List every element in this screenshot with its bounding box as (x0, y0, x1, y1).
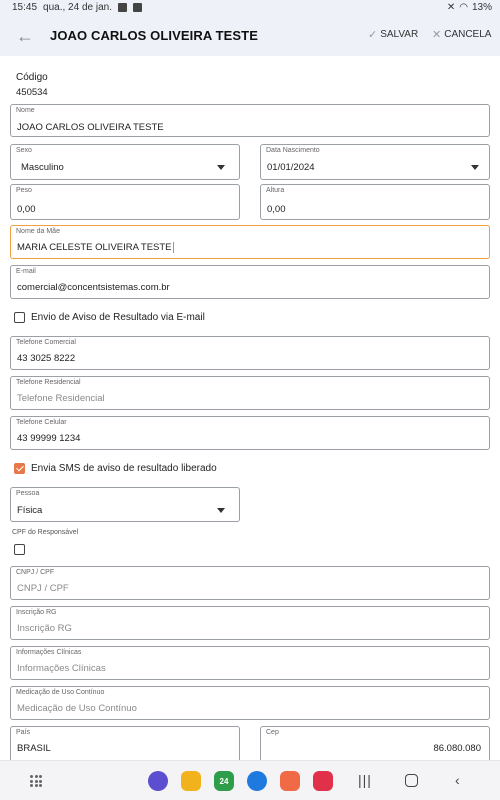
pais-label: País (16, 729, 31, 736)
wifi-icon: ◠ (459, 2, 468, 13)
nome-value: JOAO CARLOS OLIVEIRA TESTE (17, 122, 164, 133)
status-bar (0, 0, 500, 16)
codigo-value: 450534 (16, 87, 48, 98)
nome-mae-value-wrap (17, 242, 174, 253)
peso-label: Peso (16, 187, 32, 194)
chevron-down-icon (471, 165, 479, 170)
inscricao-rg-label: Inscrição RG (16, 609, 57, 616)
patient-form (0, 56, 500, 760)
telefone-residencial-placeholder: Telefone Residencial (17, 393, 105, 404)
data-nascimento-select[interactable] (260, 144, 490, 180)
text-cursor (173, 242, 174, 253)
pessoa-value: Física (17, 505, 43, 516)
email-value: comercial@concentsistemas.com.br (17, 282, 170, 293)
close-icon: ✕ (432, 29, 442, 41)
home-icon[interactable] (405, 774, 418, 787)
save-label: SALVAR (380, 29, 419, 40)
telefone-residencial-field[interactable] (10, 376, 490, 410)
nome-mae-field[interactable] (10, 225, 490, 259)
status-date: qua., 24 de jan. (43, 2, 112, 13)
back-arrow-icon[interactable]: ← (16, 26, 34, 46)
informacoes-clinicas-field[interactable] (10, 646, 490, 680)
informacoes-clinicas-label: Informações Clínicas (16, 649, 82, 656)
medicacao-placeholder: Medicação de Uso Contínuo (17, 703, 137, 714)
inscricao-rg-field[interactable] (10, 606, 490, 640)
medicacao-label: Medicação de Uso Contínuo (16, 689, 105, 696)
data-nascimento-value: 01/01/2024 (267, 162, 315, 173)
screen-recorder-app-icon[interactable] (313, 771, 333, 791)
peso-field[interactable] (10, 184, 240, 220)
page-title: JOAO CARLOS OLIVEIRA TESTE (50, 28, 258, 43)
telefone-celular-label: Telefone Celular (16, 419, 67, 426)
telefone-comercial-field[interactable] (10, 336, 490, 370)
altura-value: 0,00 (267, 204, 286, 215)
status-time: 15:45 (12, 2, 38, 13)
cep-label: Cep (266, 729, 279, 736)
messages-app-icon[interactable] (247, 771, 267, 791)
sexo-label: Sexo (16, 147, 32, 154)
telefone-celular-field[interactable] (10, 416, 490, 450)
pessoa-select[interactable] (10, 487, 240, 522)
chevron-down-icon (217, 508, 225, 513)
cep-value: 86.080.080 (433, 743, 481, 754)
altura-field[interactable] (260, 184, 490, 220)
check-icon: ✓ (368, 29, 378, 41)
files-app-icon[interactable] (181, 771, 201, 791)
nome-label: Nome (16, 107, 35, 114)
cnpj-cpf-label: CNPJ / CPF (16, 569, 55, 576)
recent-apps-icon[interactable]: ||| (358, 772, 372, 788)
telefone-residencial-label: Telefone Residencial (16, 379, 81, 386)
nome-field[interactable] (10, 104, 490, 137)
telefone-comercial-value: 43 3025 8222 (17, 353, 76, 364)
save-button[interactable] (368, 28, 418, 41)
envio-aviso-label: Envio de Aviso de Resultado via E-mail (31, 312, 205, 323)
telefone-celular-value: 43 99999 1234 (17, 433, 81, 444)
envio-aviso-checkbox-row[interactable] (14, 312, 205, 323)
cancel-button[interactable] (432, 28, 491, 41)
altura-label: Altura (266, 187, 285, 194)
informacoes-clinicas-placeholder: Informações Clínicas (17, 663, 106, 674)
inscricao-rg-placeholder: Inscrição RG (17, 623, 72, 634)
envia-sms-label: Envia SMS de aviso de resultado liberado (31, 463, 217, 474)
cpf-responsavel-checkbox[interactable] (14, 544, 25, 555)
calendar-day: 24 (219, 776, 229, 786)
email-label: E-mail (16, 268, 36, 275)
envia-sms-checkbox[interactable] (14, 463, 25, 474)
email-field[interactable] (10, 265, 490, 299)
sexo-select[interactable] (10, 144, 240, 180)
app-bar (0, 16, 500, 56)
gallery-notification-icon (118, 3, 127, 12)
nome-mae-label: Nome da Mãe (16, 228, 60, 235)
codigo-label: Código (16, 72, 48, 83)
contacts-app-icon[interactable] (280, 771, 300, 791)
browser-app-icon[interactable] (148, 771, 168, 791)
back-icon[interactable]: ‹ (455, 772, 460, 788)
sexo-value: Masculino (21, 162, 64, 173)
peso-value: 0,00 (17, 204, 36, 215)
cancel-label: CANCELA (444, 29, 492, 40)
app-drawer-icon[interactable] (30, 775, 42, 787)
data-nascimento-label: Data Nascimento (266, 147, 320, 154)
navigation-bar (0, 760, 500, 800)
cnpj-cpf-field[interactable] (10, 566, 490, 600)
cnpj-cpf-placeholder: CNPJ / CPF (17, 583, 69, 594)
battery-level: 13% (471, 2, 492, 13)
mute-icon: ✕ (446, 2, 456, 13)
download-notification-icon (133, 3, 142, 12)
pessoa-label: Pessoa (16, 490, 40, 497)
cpf-responsavel-label: CPF do Responsável (12, 529, 79, 536)
chevron-down-icon (217, 165, 225, 170)
envio-aviso-checkbox[interactable] (14, 312, 25, 323)
pais-value: BRASIL (17, 743, 51, 754)
telefone-comercial-label: Telefone Comercial (16, 339, 76, 346)
envia-sms-checkbox-row[interactable] (14, 463, 217, 474)
calendar-app-icon[interactable] (214, 771, 234, 791)
nome-mae-value: MARIA CELESTE OLIVEIRA TESTE (17, 242, 172, 254)
medicacao-field[interactable] (10, 686, 490, 720)
